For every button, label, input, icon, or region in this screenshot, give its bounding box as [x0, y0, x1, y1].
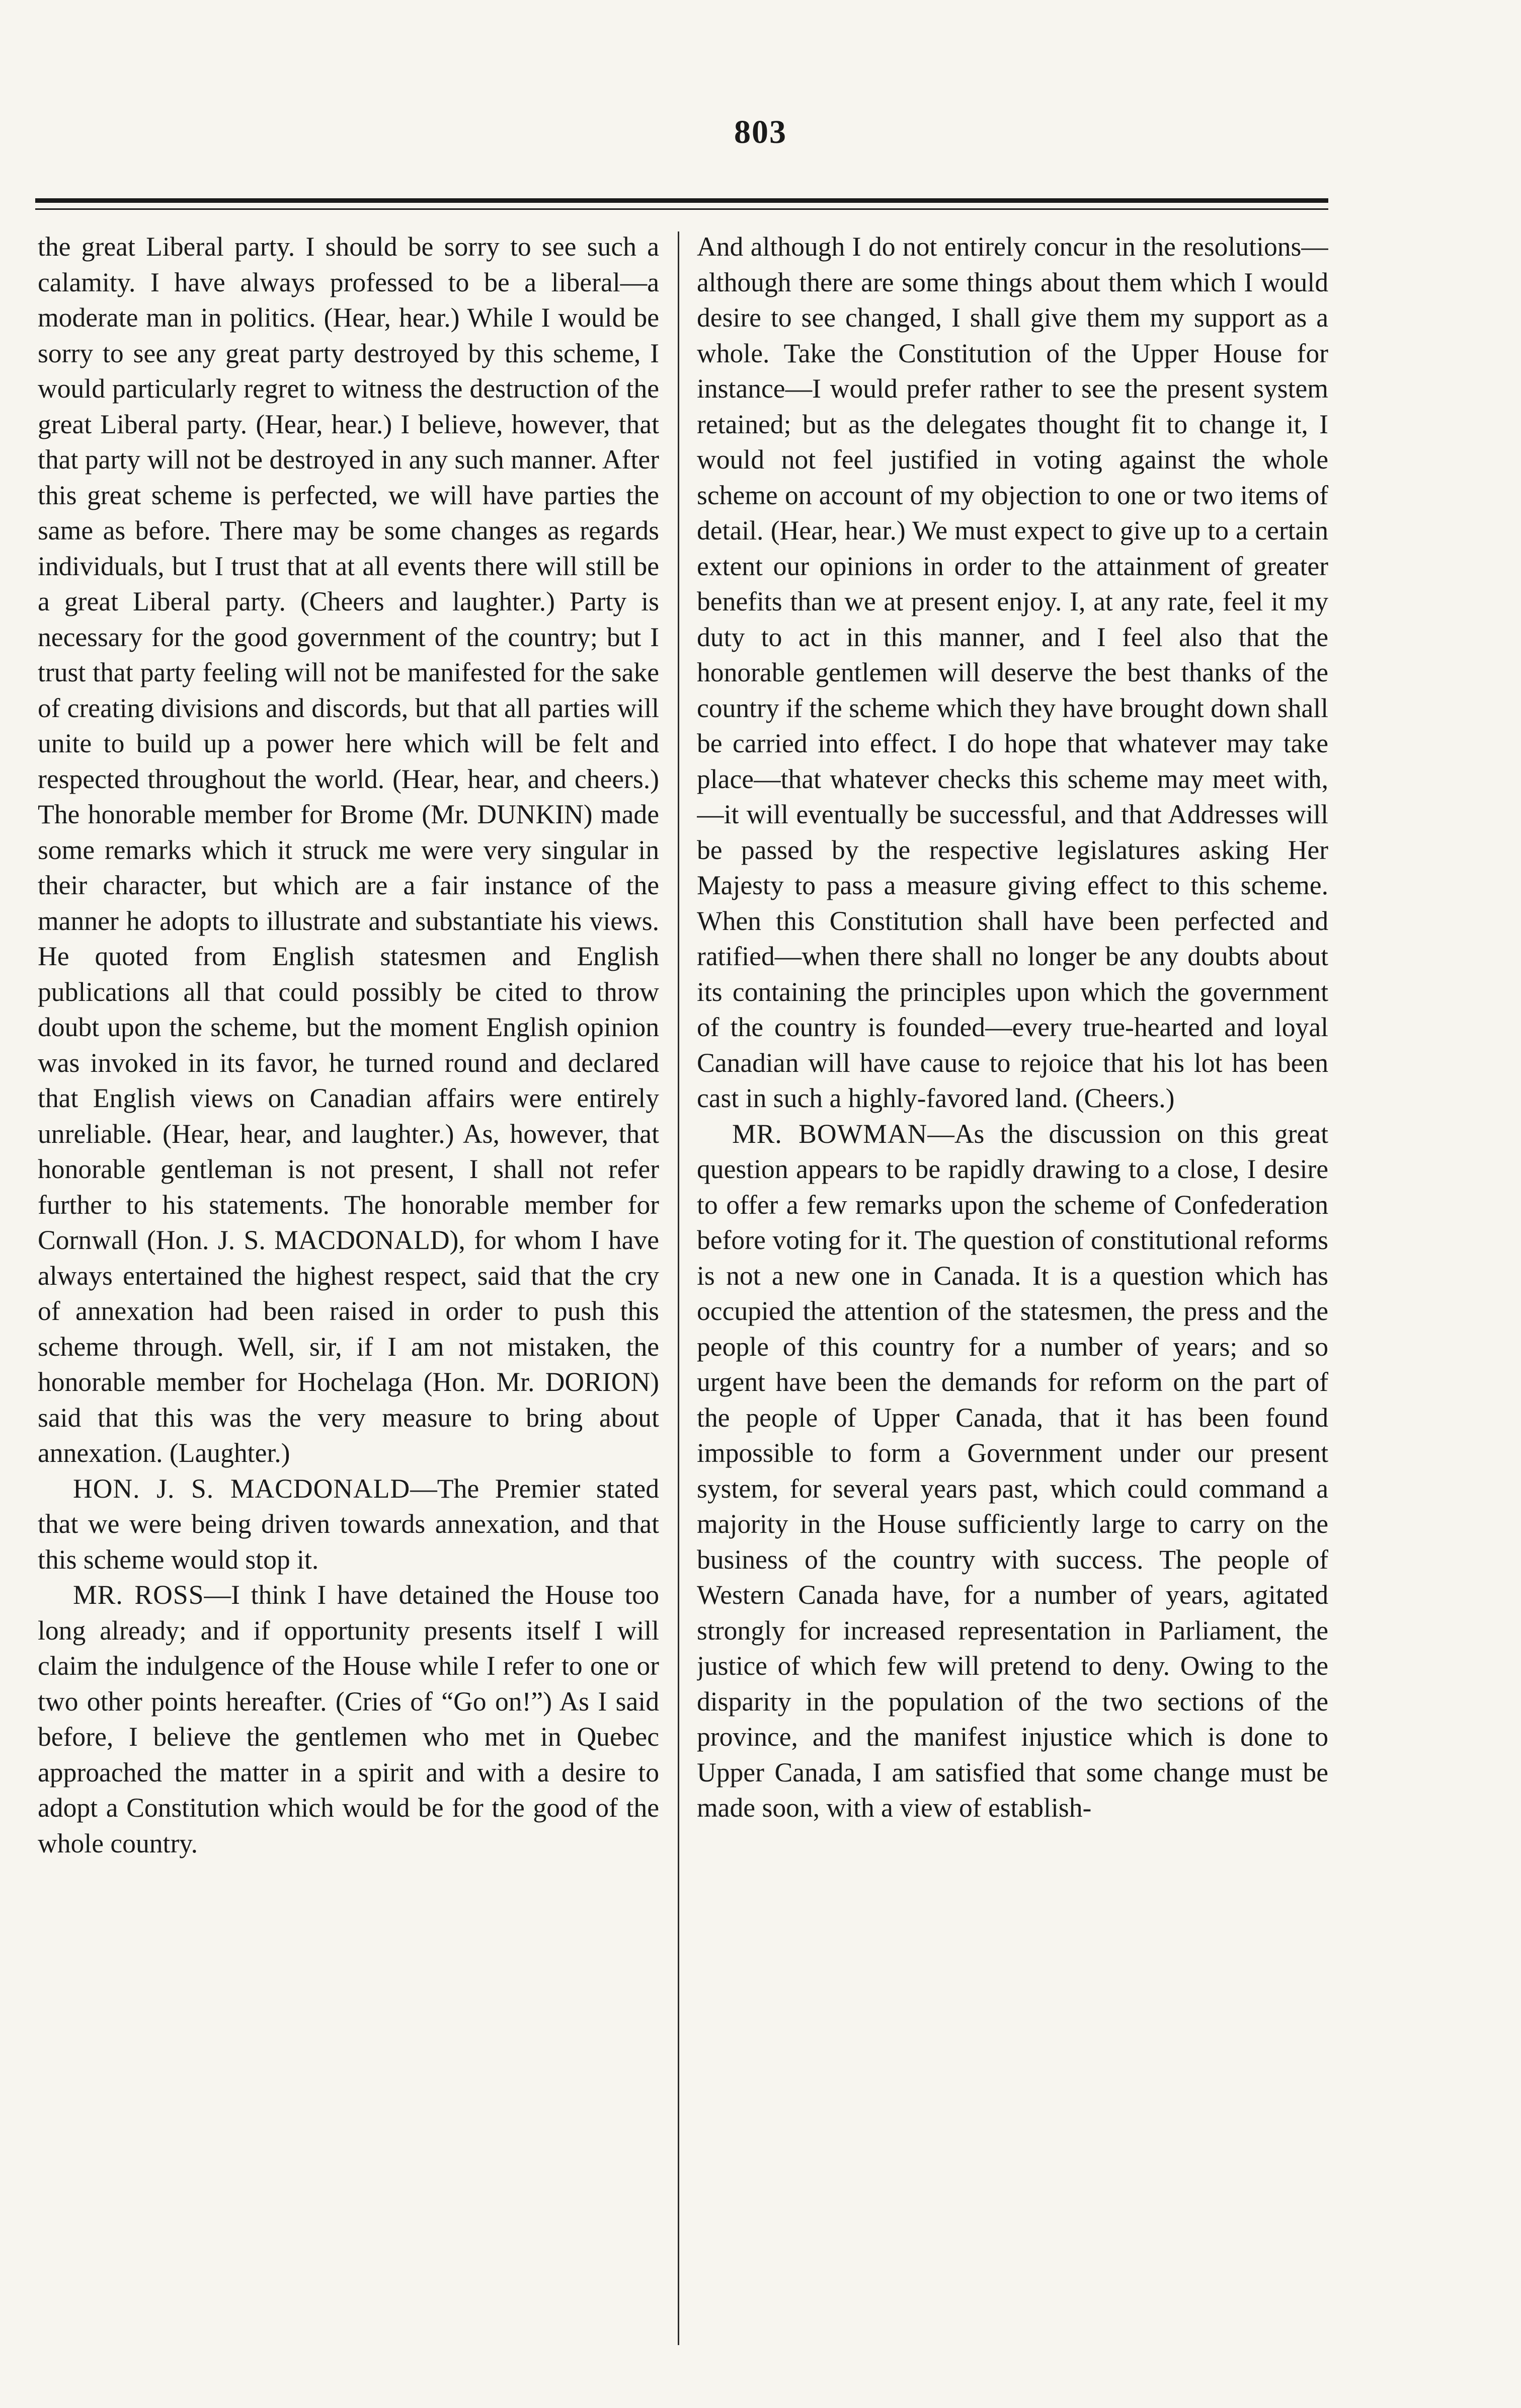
paragraph — [697, 229, 1328, 1116]
header-rule-thin — [35, 208, 1328, 210]
paragraph-text: —I think I have detained the House too long already; and if opportunity presents itself I will claim the indulgence of the House while I refer to one or two other points hereafter. (Cries of “Go on!”) As I said before, I believe the gentlemen who met in Quebec approached the matter in a spirit and with a desire to adopt a Constitution which would be for the good of the whole country. — [38, 1580, 659, 1858]
paragraph-text: —As the discussion on this great question appears to be rapidly drawing to a close, I desire to offer a few remarks upon the scheme of Confederation before voting for it. The question of constitutional reforms is not a new one in Canada. It is a question which has occupied the attention of the statesmen, the press and the people of this country for a number of years; and so urgent have been the demands for reform on the part of the people of Upper Canada, that it has been found impossible to form a Government under our present system, for several years past, which could command a majority in the House sufficiently large to carry on the business of the country with success. The people of Western Canada have, for a number of years, agitated strongly for increased representation in Parliament, the justice of which few will pretend to deny. Owing to the disparity in the population of the two sections of the province, and the manifest injustice which is done to Upper Canada, I am satisfied that some change must be made soon, with a view of establish- — [697, 1118, 1328, 1823]
right-column — [697, 229, 1328, 2358]
paragraph-text: And although I do not entirely concur in the resolutions—although there are some things about them which I would desire to see changed, I shall give them my support as a whole. Take the Constitution of the Upper House for instance—I would prefer rather to see the present system retained; but as the delegates thought fit to change it, I would not feel justified in voting against the whole scheme on account of my objection to one or two items of detail. (Hear, hear.) We must expect to give up to a certain extent our opinions in order to the attainment of greater benefits than we at present enjoy. I, at any rate, feel it my duty to act in this manner, and I feel also that the honorable gentlemen will deserve the best thanks of the country if the scheme which they have brought down shall be carried into effect. I do hope that whatever may take place—that whatever checks this scheme may meet with,—it will eventually be successful, and that Addresses will be passed by the respective legislatures asking Her Majesty to pass a measure giving effect to this scheme. When this Constitution shall have been perfected and ratified—when there shall no longer be any doubts about its containing the principles upon which the government of the country is founded—every true-hearted and loyal Canadian will have cause to rejoice that his lot has been cast in such a highly-favored land. (Cheers.) — [697, 231, 1328, 1113]
speaker-name: HON. J. S. MACDONALD — [73, 1473, 411, 1504]
speaker-name: MR. ROSS — [73, 1580, 204, 1610]
paragraph-text: the great Liberal party. I should be sorry to see such a calamity. I have always professed to be a liberal—a moderate man in politics. (Hear, hear.) While I would be sorry to see any great party destroyed by this scheme, I would particularly regret to witness the destruction of the great Liberal party. (Hear, hear.) I believe, however, that that party will not be destroyed in any such manner. After this great scheme is perfected, we will have parties the same as before. There may be some changes as regards individuals, but I trust that at all events there will still be a great Liberal party. (Cheers and laughter.) Party is necessary for the good government of the country; but I trust that party feeling will not be manifested for the sake of creating divisions and discords, but that all parties will unite to build up a power here which will be felt and respected throughout the world. (Hear, hear, and cheers.) The honorable member for Brome (Mr. DUNKIN) made some remarks which it struck me were very singular in their character, but which are a fair instance of the manner he adopts to illustrate and substantiate his views. He quoted from English statesmen and English publications all that could possibly be cited to throw doubt upon the scheme, but the moment English opinion was invoked in its favor, he turned round and declared that English views on Canadian affairs were entirely unreliable. (Hear, hear, and laughter.) As, however, that honorable gentleman is not present, I shall not refer further to his statements. The honorable member for Cornwall (Hon. J. S. MACDONALD), for whom I have always entertained the highest respect, said that the cry of annexation had been raised in order to push this scheme through. Well, sir, if I am not mistaken, the honorable member for Hochelaga (Hon. Mr. DORION) said that this was the very measure to bring about annexation. (Laughter.) — [38, 231, 659, 1468]
column-divider — [678, 231, 679, 2345]
paragraph — [38, 1471, 659, 1578]
paragraph-text: —The Premier stated that we were being driven towards annexation, and that this scheme would stop it. — [38, 1473, 659, 1575]
paragraph — [38, 1577, 659, 1861]
speaker-name: MR. BOWMAN — [732, 1118, 928, 1149]
page-number: 803 — [734, 114, 787, 150]
left-column — [38, 229, 659, 2358]
paragraph — [38, 229, 659, 1471]
header-rule-thick — [35, 198, 1328, 203]
paragraph — [697, 1116, 1328, 1826]
